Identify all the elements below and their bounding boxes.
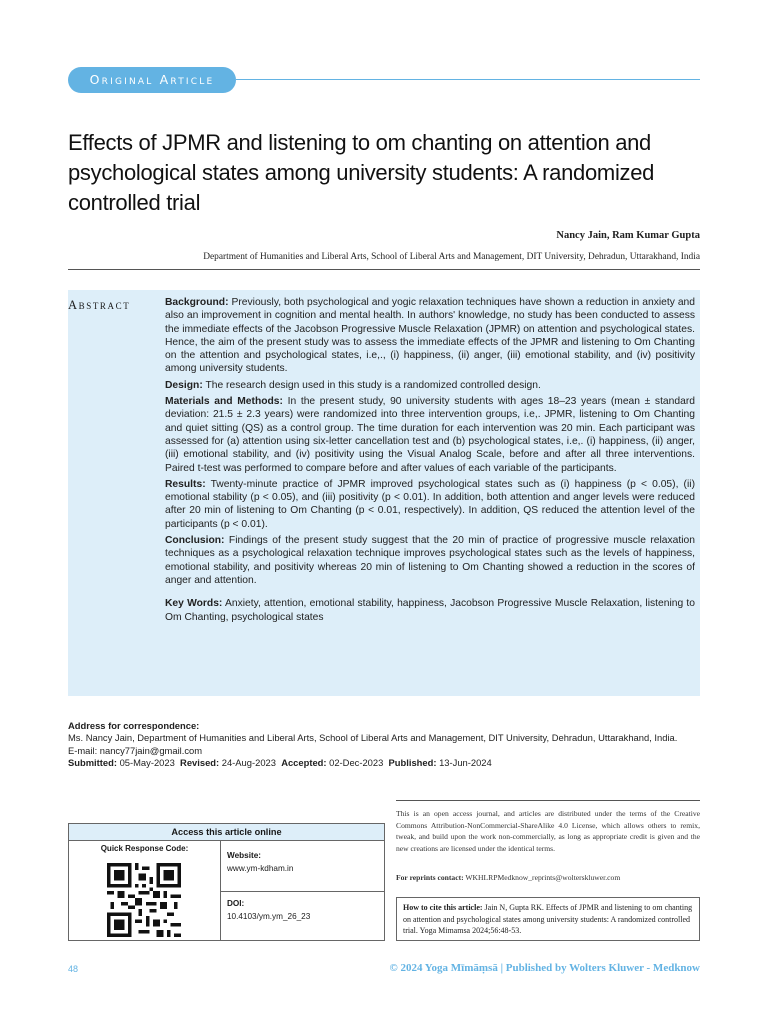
submitted-label: Submitted: <box>68 757 117 769</box>
doi-cell <box>221 897 384 927</box>
abstract-box <box>68 290 700 696</box>
abstract-methods <box>165 395 695 475</box>
citation-box <box>396 897 700 941</box>
affiliation: Department of Humanities and Liberal Arts, School of Liberal Arts and Management, DIT University, Dehradun, Uttarakhand, India <box>68 250 700 270</box>
citation-text: Jain N, Gupta RK. Effects of JPMR and listening to om chanting on attention and psychological states among university students: A randomized controlled trial. Yoga Mimamsa 2024;56:48-53. <box>403 903 693 935</box>
reprints-label: For reprints contact: <box>396 873 464 882</box>
accepted-label: Accepted: <box>281 757 327 769</box>
website-link[interactable]: www.ym-kdham.in <box>227 864 294 873</box>
article-type-banner <box>68 67 700 93</box>
revised-label: Revised: <box>180 757 220 769</box>
page-number: 48 <box>68 964 79 974</box>
keywords-text: Anxiety, attention, emotional stability, happiness, Jacobson Progressive Muscle Relaxation, listening to Om Chanting, psychological states <box>165 598 695 623</box>
access-details <box>221 841 384 940</box>
reprints-email[interactable]: WKHLRPMedknow_reprints@wolterskluwer.com <box>465 873 621 882</box>
doi-link[interactable]: 10.4103/ym.ym_26_23 <box>227 912 311 921</box>
published-date: 13-Jun-2024 <box>439 757 492 769</box>
conclusion-text: Findings of the present study suggest that the 20 min of practice of progressive muscle relaxation techniques as a psychological relaxation technique improves psychological states such as the levels of happiness, emotional stability, and positivity whereas 20 min of listening to Om Chanting showed a reduction in the scores of anger and attention. <box>165 535 695 586</box>
conclusion-label: Conclusion: <box>165 535 225 547</box>
qr-cell <box>69 841 221 940</box>
methods-label: Materials and Methods: <box>165 396 283 408</box>
methods-text: In the present study, 90 university students with ages 18–23 years (mean ± standard deviation: 21.5 ± 2.3 years) were randomized into three intervention groups, i.e,. JPMR, listening to Om Chanting and quiet sitting (QS) as a control group. The time duration for each intervention was 20 min. Each participant was assessed for (a) attention using six-letter cancellation test and (b) psychological states, i.e,. (i) happiness, (ii) anger, (iii) emotional stability, and (iv) positivity using the Visual Analog Scale, before and after all three interventions. Paired t-test was performed to compare before and after values of each variable of the participants. <box>165 396 695 474</box>
submitted-date: 05-May-2023 <box>119 757 175 769</box>
abstract-keywords <box>165 597 695 624</box>
reprints-contact <box>396 873 700 882</box>
abstract-results <box>165 478 695 531</box>
abstract-design <box>165 379 695 392</box>
journal-footer: © 2024 Yoga Mīmāṃsā | Published by Wolters Kluwer - Medknow <box>389 962 700 974</box>
doi-label: DOI: <box>227 899 245 908</box>
article-title: Effects of JPMR and listening to om chanting on attention and psychological states among university students: A randomized controlled trial <box>68 130 655 215</box>
article-type-tag: Original Article <box>68 67 236 93</box>
website-label: Website: <box>227 851 261 860</box>
access-article-box <box>68 823 385 941</box>
open-access-notice: This is an open access journal, and articles are distributed under the terms of the Creative Commons Attribution-NonCommercial-ShareAlike 4.0 License, which allows others to remix, tweak, and build upon the work non-commercially, as long as appropriate credit is given and the new creations are licensed under the identical terms. <box>396 800 700 854</box>
abstract-body <box>165 296 695 627</box>
correspondence-email: E-mail: nancy77jain@gmail.com <box>68 744 203 756</box>
article-dates <box>68 757 700 769</box>
correspondence-heading: Address for correspondence: <box>68 720 200 731</box>
abstract-heading: Abstract <box>68 298 131 312</box>
author-list: Nancy Jain, Ram Kumar Gupta <box>556 230 700 241</box>
qr-code-icon[interactable] <box>107 863 181 937</box>
abstract-background <box>165 296 695 376</box>
correspondence-address: Ms. Nancy Jain, Department of Humanities and Liberal Arts, School of Liberal Arts and Management, DIT University, Dehradun, Uttarakhand, India. <box>68 732 678 744</box>
access-heading: Access this article online <box>69 824 384 841</box>
abstract-conclusion <box>165 534 695 587</box>
design-text: The research design used in this study is a randomized controlled design. <box>205 379 541 391</box>
revised-date: 24-Aug-2023 <box>221 757 276 769</box>
keywords-label: Key Words: <box>165 598 223 610</box>
website-cell <box>221 841 384 892</box>
qr-label: Quick Response Code: <box>100 844 189 853</box>
citation-label: How to cite this article: <box>403 903 483 912</box>
accepted-date: 02-Dec-2023 <box>329 757 384 769</box>
published-label: Published: <box>388 757 437 769</box>
background-label: Background: <box>165 297 229 308</box>
correspondence-block <box>68 720 700 770</box>
design-label: Design: <box>165 379 203 391</box>
results-text: Twenty-minute practice of JPMR improved psychological states such as (i) happiness (p < 0.05), (ii) emotional stability (p < 0.05), and (iii) positivity (p < 0.01). In addition, both attention and anger levels were reduced after 20 min of listening to Om Chanting (p < 0.01, respectively). In addition, QS reduced the attention level of the participants (p < 0.01). <box>165 478 695 530</box>
results-label: Results: <box>165 478 206 490</box>
background-text: Previously, both psychological and yogic relaxation techniques have shown a reduction in anxiety and also an improvement in cognition and mental health. In authors' knowledge, no study has been conducted to assess the immediate effects of the Jacobson Progressive Muscle Relaxation (JPMR) on attention and psychological states. Hence, the aim of the present study was to assess the immediate effects of the JPMR and listening to Om Chanting on the attention and psychological states, i.e,., (i) happiness, (ii) anger, (iii) emotional stability, and (iv) positivity among university students. <box>165 297 695 375</box>
banner-rule <box>236 79 700 80</box>
